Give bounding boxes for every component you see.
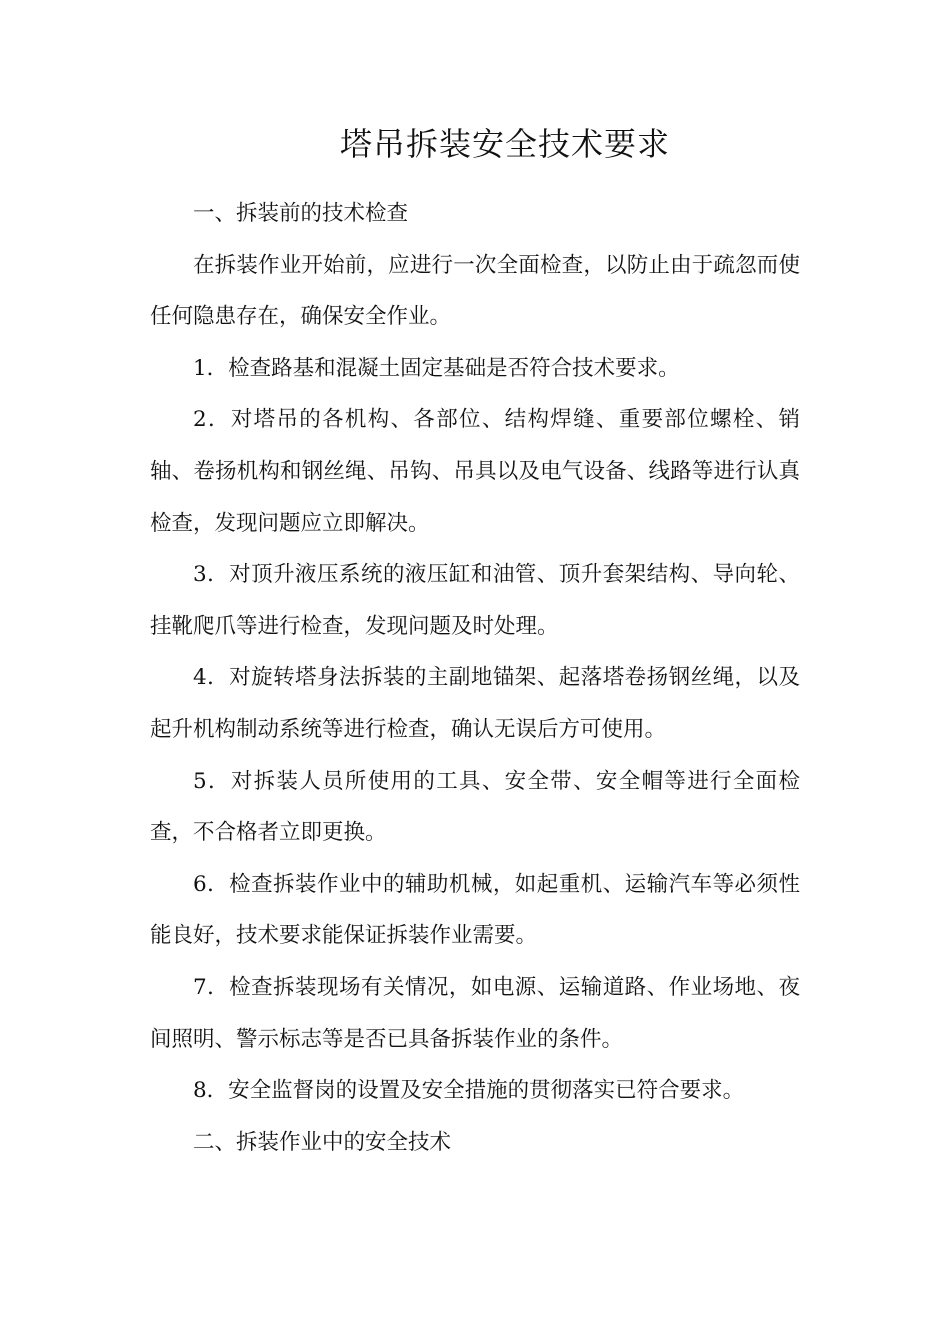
list-item-5: 5．对拆装人员所使用的工具、安全带、安全帽等进行全面检查，不合格者立即更换。 [150, 768, 800, 846]
list-item-6: 6．检查拆装作业中的辅助机械，如起重机、运输汽车等必须性能良好，技术要求能保证拆装作业需要。 [150, 871, 800, 949]
list-item-3: 3．对顶升液压系统的液压缸和油管、顶升套架结构、导向轮、挂靴爬爪等进行检查，发现问题及时处理。 [150, 562, 800, 639]
list-item-1: 1．检查路基和混凝土固定基础是否符合技术要求。 [193, 355, 680, 381]
intro-paragraph: 在拆装作业开始前，应进行一次全面检查，以防止由于疏忽而使任何隐患存在，确保安全作业。 [150, 252, 800, 330]
list-item-4: 4．对旋转塔身法拆装的主副地锚架、起落塔卷扬钢丝绳，以及起升机构制动系统等进行检查，确认无误后方可使用。 [150, 665, 800, 742]
document-body [150, 188, 800, 1168]
list-item-8: 8．安全监督岗的设置及安全措施的贯彻落实已符合要求。 [193, 1078, 745, 1104]
section-heading-pre-inspection: 一、拆装前的技术检查 [193, 201, 409, 226]
section-heading-during-work: 二、拆装作业中的安全技术 [193, 1129, 452, 1155]
list-item-2: 2．对塔吊的各机构、各部位、结构焊缝、重要部位螺栓、销轴、卷扬机构和钢丝绳、吊钩、吊具以及电气设备、线路等进行认真检查，发现问题应立即解决。 [150, 407, 800, 536]
list-item-7: 7．检查拆装现场有关情况，如电源、运输道路、作业场地、夜间照明、警示标志等是否已具备拆装作业的条件。 [150, 974, 800, 1052]
document-title: 塔吊拆装安全技术要求 [339, 125, 670, 163]
